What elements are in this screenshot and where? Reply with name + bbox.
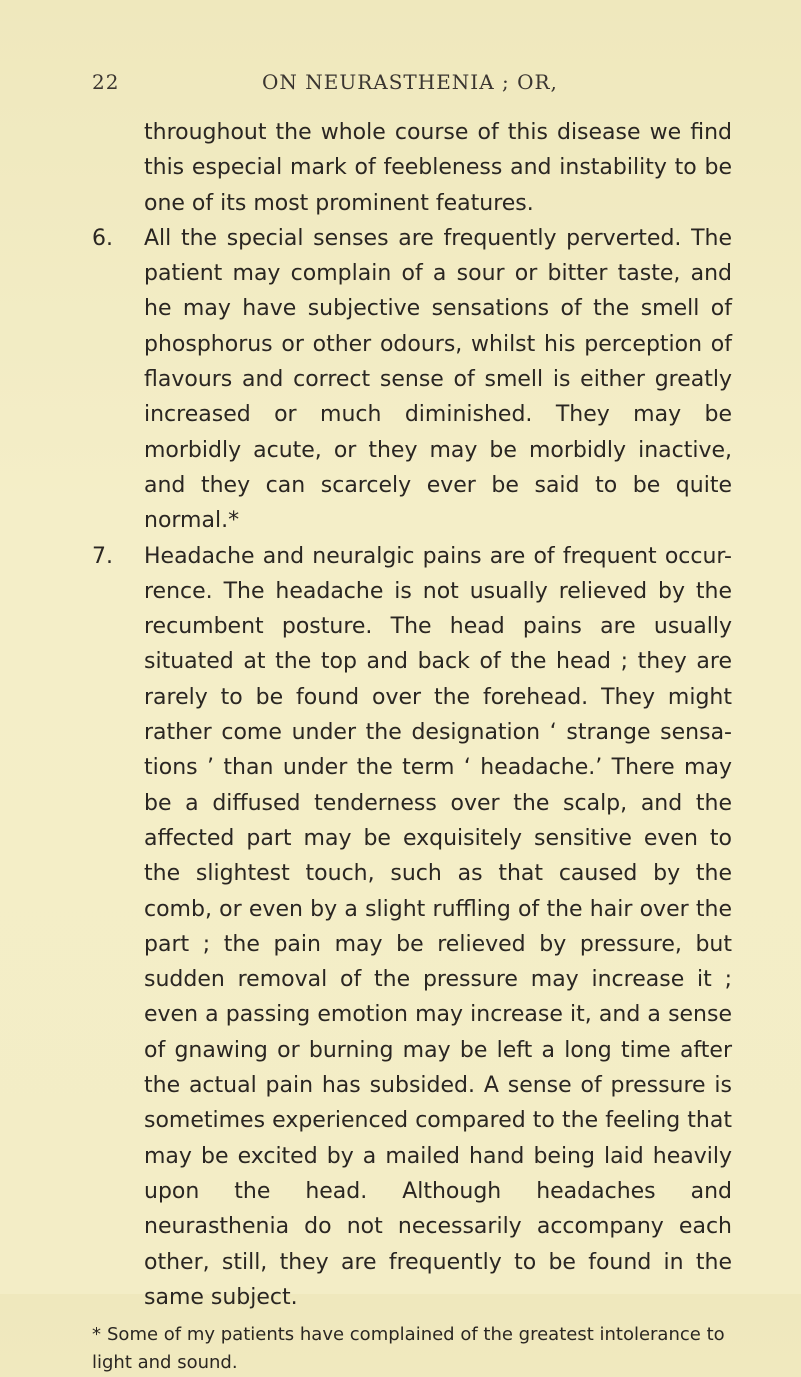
footnote-mark: * [92,1324,101,1346]
running-head: ON NEURASTHENIA ; OR, [262,70,558,94]
footnote-text: Some of my patients have complained of the greatest intolerance to light and sound. [92,1324,725,1374]
numbered-item-7 [92,539,732,1316]
item-text: All the special senses are frequently perverted. The patient may complain of a sour or bitter taste, and he may have subjective sensations of the smell of phosphorus or other odours, whilst his perception of flavours and correct sense of smell is either greatly increased or much diminished. They may be morbidly acute, or they may be morbidly inactive, and they can scarcely ever be said to be quite normal.* [144,225,732,534]
footnote [92,1321,732,1377]
item-text: Headache and neuralgic pains are of frequent occur- rence. The headache is not usually relieved by the recumbent posture. The head pains are usually situated at the top and back of the head ; they are rarely to be found over the forehead. They might rather come under the designation ‘ strange sensa- tions ’ than under the term ‘ headache.’ There may be a diffused tenderness over the scalp, and the affected part may be exquisitely sensitive even to the slightest touch, such as that caused by the comb, or even by a slight ruffling of the hair over the part ; the pain may be relieved by pressure, but sudden removal of the pressure may increase it ; even a passing emotion may increase it, and a sense of gnawing or burning may be left a long time after the actual pain has subsided. A sense of pressure is sometimes experienced compared to the feeling that may be excited by a mailed hand being laid heavily upon the head. Although headaches and neurasthenia do not necessarily accompany each other, still, they are frequently to be found in the same subject. [144,543,732,1310]
page-number: 22 [92,70,120,94]
item-number: 7. [92,543,113,569]
item-number: 6. [92,225,113,251]
numbered-item-6 [92,221,732,539]
page-header [92,66,558,100]
body-text [92,115,732,1377]
continuation-paragraph: throughout the whole course of this disease we find this especial mark of feebleness and instability to be one of its most prominent features. [144,120,732,216]
